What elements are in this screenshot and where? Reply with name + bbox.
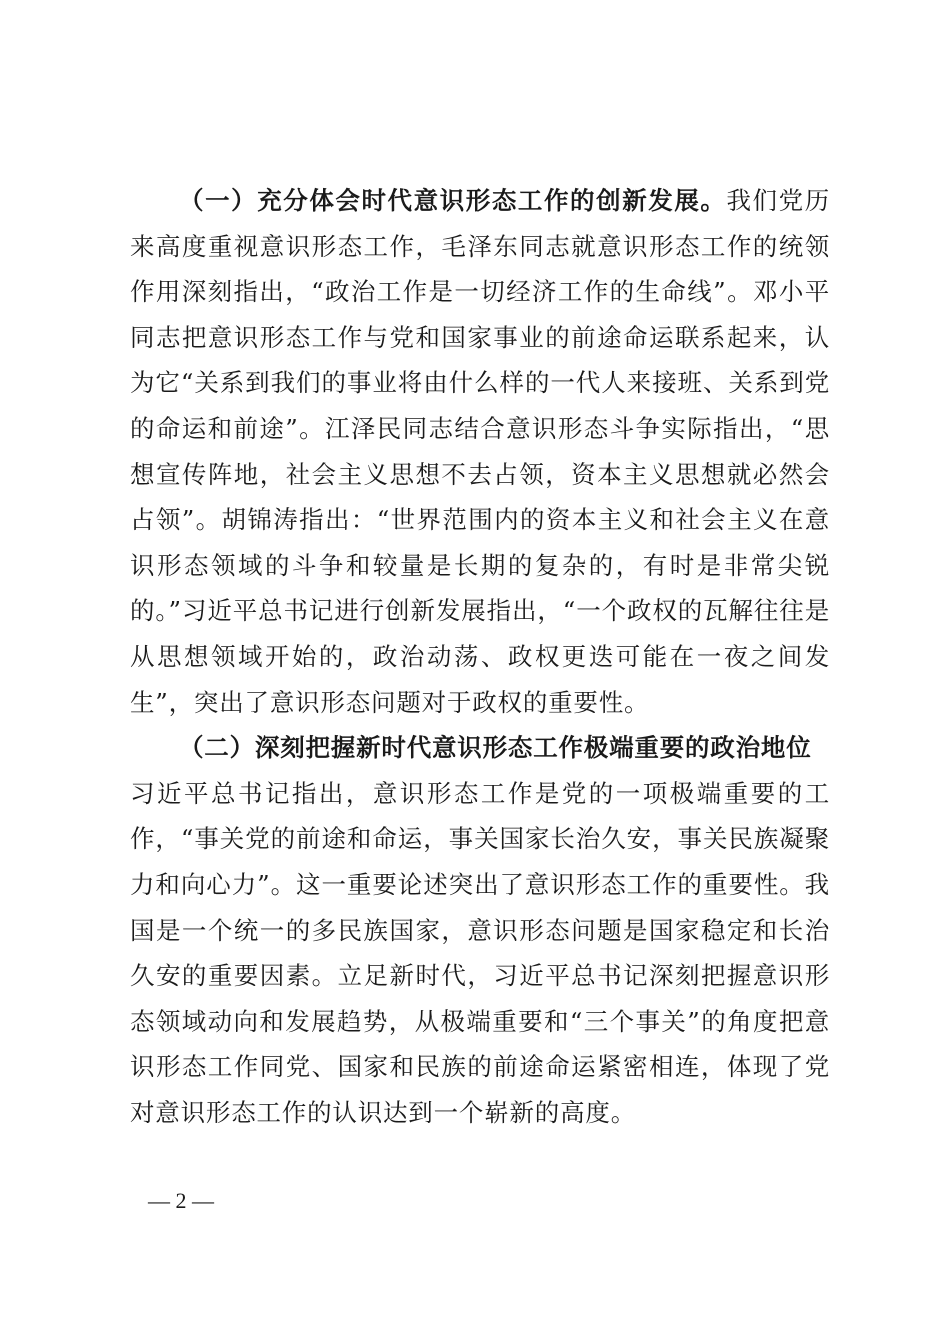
section-paragraph-2 — [130, 725, 830, 1135]
document-body — [130, 178, 830, 1135]
page-number: — 2 — — [148, 1188, 214, 1213]
section-body-2: 习近平总书记指出，意识形态工作是党的一项极端重要的工作，“事关党的前途和命运，事关国家长治久安，事关民族凝聚力和向心力”。这一重要论述突出了意识形态工作的重要性。我国是一个统一的多民族国家，意识形态问题是国家稳定和长治久安的重要因素。立足新时代，习近平总书记深刻把握意识形态领域动向和发展趋势，从极端重要和“三个事关”的角度把意识形态工作同党、国家和民族的前途命运紧密相连，体现了党对意识形态工作的认识达到一个崭新的高度。 — [130, 778, 831, 1127]
section-paragraph-1 — [130, 178, 830, 725]
section-heading-1: （一）充分体会时代意识形态工作的创新发展。 — [179, 186, 727, 215]
section-body-1: 我们党历来高度重视意识形态工作，毛泽东同志就意识形态工作的统领作用深刻指出，“政治工作是一切经济工作的生命线”。邓小平同志把意识形态工作与党和国家事业的前途命运联系起来，认为它“关系到我们的事业将由什么样的一代人来接班、关系到党的命运和前途”。江泽民同志结合意识形态斗争实际指出，“思想宣传阵地，社会主义思想不去占领，资本主义思想就必然会占领”。胡锦涛指出：“世界范围内的资本主义和社会主义在意识形态领域的斗争和较量是长期的复杂的，有时是非常尖锐的。”习近平总书记进行创新发展指出，“一个政权的瓦解往往是从思想领域开始的，政治动荡、政权更迭可能在一夜之间发生”，突出了意识形态问题对于政权的重要性。 — [130, 186, 831, 717]
section-heading-2: （二）深刻把握新时代意识形态工作极端重要的政治地位 — [179, 733, 812, 763]
